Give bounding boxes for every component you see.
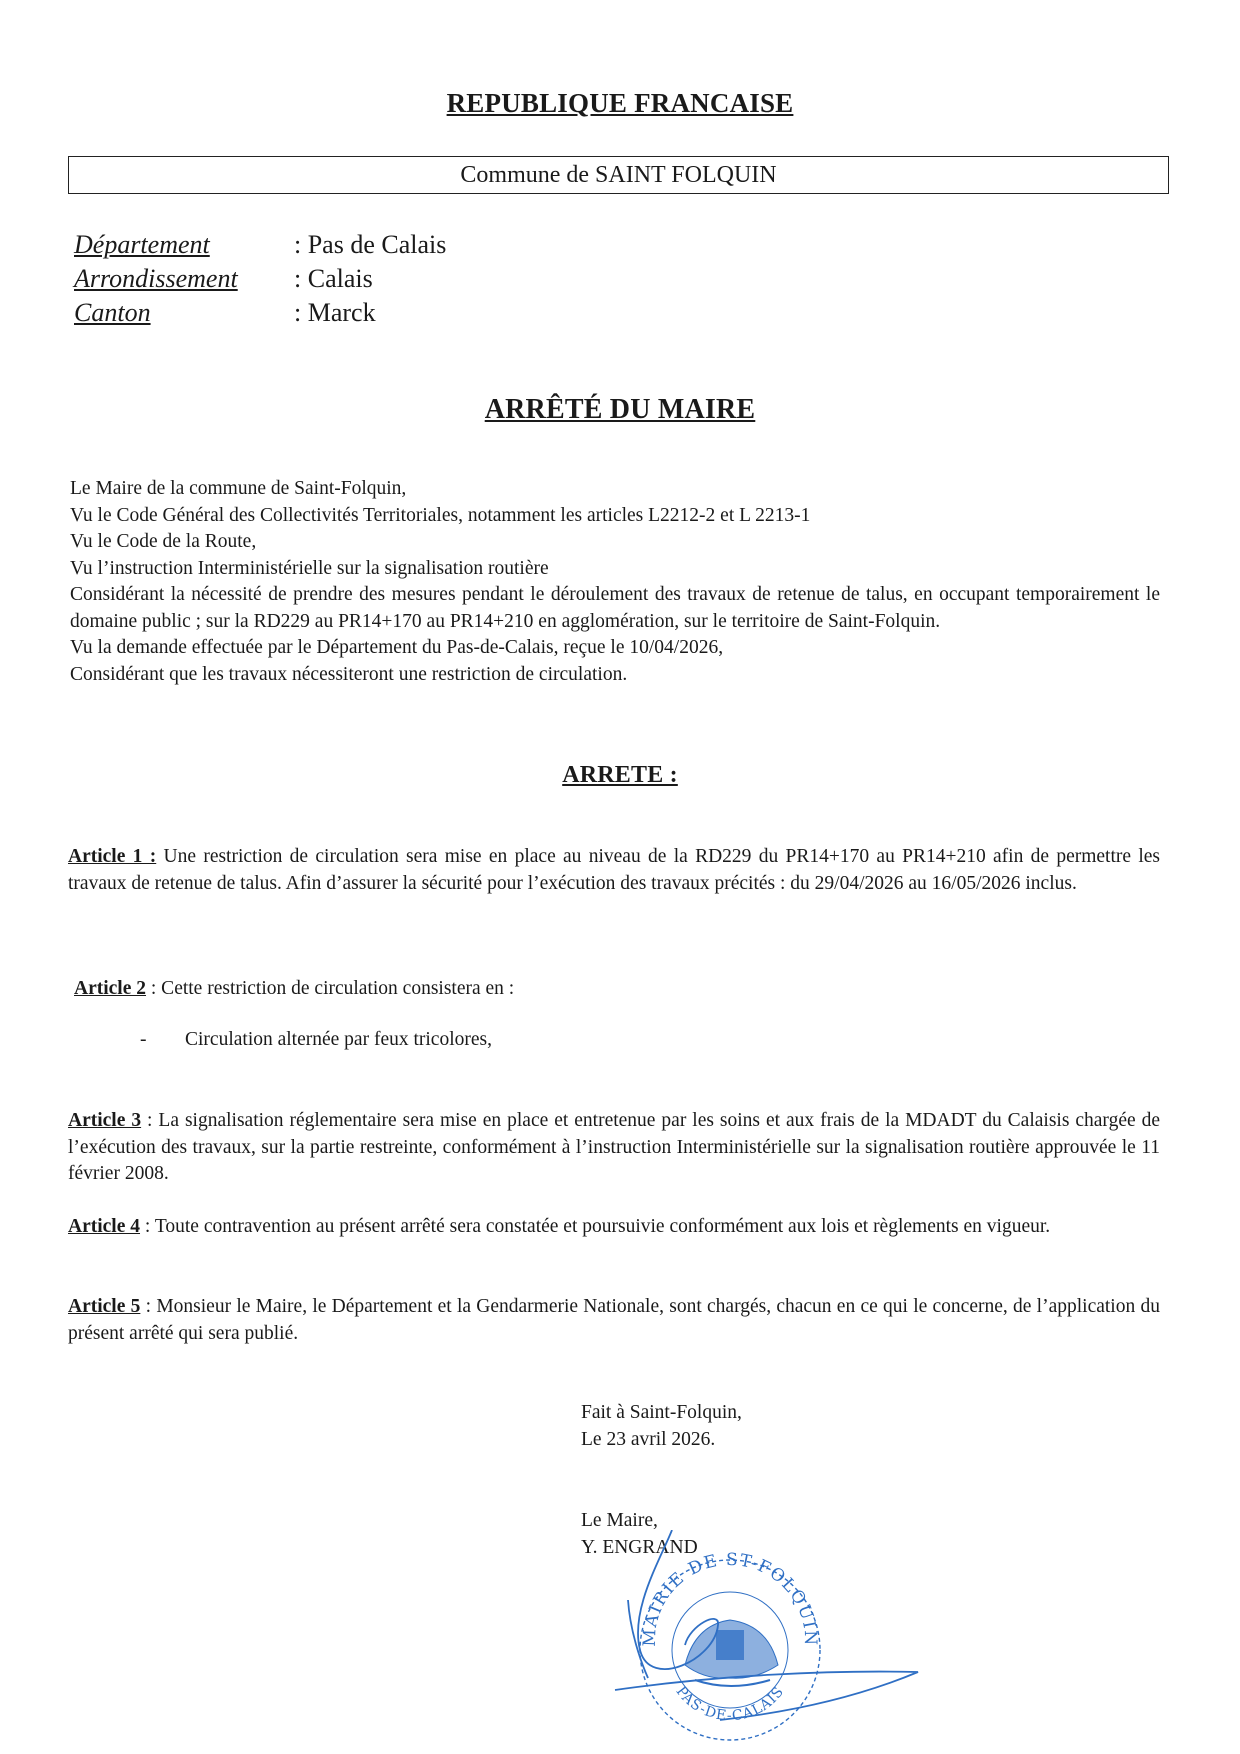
article-text: : Monsieur le Maire, le Département et la Gendarmerie Nationale, sont chargés, chacun en ce qui le concerne, de l’application du présent arrêté qui sera publié.	[68, 1296, 1160, 1344]
article-1	[68, 844, 1160, 897]
seal-bottom-text: PAS-DE-CALAIS	[672, 1683, 788, 1725]
preamble-line: Considérant que les travaux nécessiteront une restriction de circulation.	[70, 663, 628, 685]
article-text: : Cette restriction de circulation consistera en :	[146, 978, 515, 999]
info-label: Canton	[74, 298, 151, 327]
article-label: Article 5	[68, 1296, 141, 1317]
article-label: Article 4	[68, 1216, 141, 1237]
preamble-line: Considérant la nécessité de prendre des mesures pendant le déroulement des travaux de retenue de talus, en occupant temporairement le domaine public ; sur la RD229 au PR14+170 au PR14+210 en agglomération, sur le territoire de Saint-Folquin.	[70, 584, 1160, 632]
article-3	[68, 1108, 1160, 1188]
signature-name: Y. ENGRAND	[581, 1536, 698, 1558]
commune-box: Commune de SAINT FOLQUIN	[68, 156, 1169, 194]
article-label: Article 1 :	[68, 846, 157, 867]
signature-place: Fait à Saint-Folquin,	[581, 1402, 742, 1423]
signature-role: Le Maire,	[581, 1510, 658, 1531]
list-item-text: Circulation alternée par feux tricolores,	[185, 1029, 492, 1050]
article-4	[68, 1214, 1160, 1241]
preamble-line: Vu l’instruction Interministérielle sur la signalisation routière	[70, 557, 549, 579]
article-text: Une restriction de circulation sera mise en place au niveau de la RD229 du PR14+170 au PR14+210 afin de permettre les travaux de retenue de talus. Afin d’assurer la sécurité pour l’exécution des travaux précités : du 29/04/2026 au 16/05/2026 inclus.	[68, 846, 1161, 894]
document-title: ARRÊTÉ DU MAIRE	[484, 394, 756, 425]
info-label: Département	[74, 230, 210, 259]
info-value: : Pas de Calais	[294, 230, 447, 259]
signature-date: Le 23 avril 2026.	[581, 1428, 716, 1450]
article-label: Article 3	[68, 1110, 142, 1131]
info-value: : Marck	[294, 298, 376, 327]
article-2	[74, 976, 1160, 1003]
list-item	[140, 1029, 492, 1051]
article-label: Article 2	[74, 978, 147, 999]
signature-place-date	[581, 1400, 742, 1453]
preamble-line: Vu le Code Général des Collectivités Territoriales, notamment les articles L2212-2 et L 2213-1	[70, 504, 811, 526]
info-label: Arrondissement	[74, 264, 238, 293]
seal-top-text: MAIRIE DE ST-FOLQUIN	[639, 1549, 821, 1647]
article-5	[68, 1294, 1160, 1347]
preamble	[70, 476, 1160, 688]
republic-title: REPUBLIQUE FRANCAISE	[446, 88, 794, 118]
list-dash: -	[140, 1029, 147, 1050]
article-text: : La signalisation réglementaire sera mise en place et entretenue par les soins et aux frais de la MDADT du Calaisis chargée de l’exécution des travaux, sur la partie restreinte, conformément à l’instruction Interministérielle sur la signalisation routière approuvée le 11 février 2008.	[68, 1110, 1160, 1184]
preamble-line: Vu le Code de la Route,	[70, 531, 257, 552]
mairie-seal-stamp	[600, 1530, 940, 1754]
info-value: : Calais	[294, 264, 373, 293]
article-text: : Toute contravention au présent arrêté sera constatée et poursuivie conformément aux lois et règlements en vigueur.	[140, 1216, 1051, 1237]
arrete-heading: ARRETE :	[562, 762, 678, 788]
seal-emblem	[685, 1620, 778, 1686]
preamble-line: Vu la demande effectuée par le Département du Pas-de-Calais, reçue le 10/04/2026,	[70, 637, 724, 658]
preamble-line: Le Maire de la commune de Saint-Folquin,	[70, 478, 407, 499]
